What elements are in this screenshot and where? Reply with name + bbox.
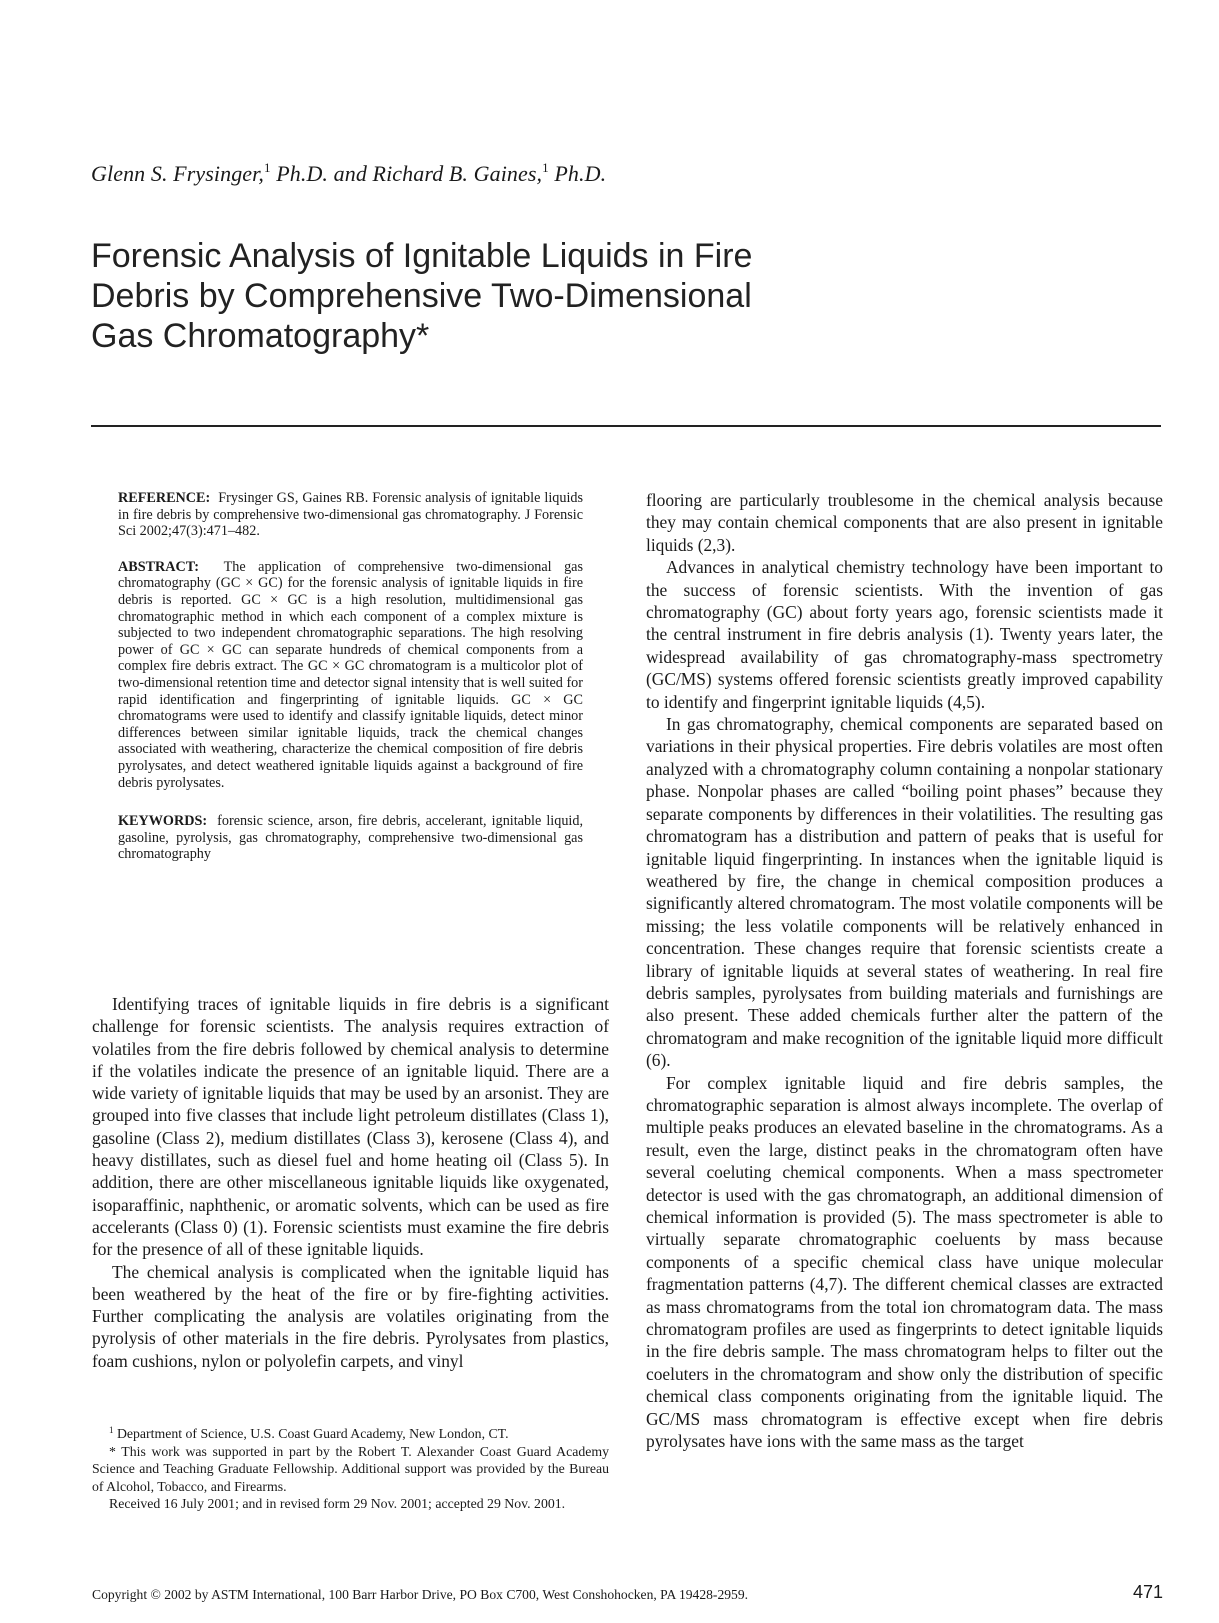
body-paragraph: Identifying traces of ignitable liquids in fire debris is a significant challenge for forensic scientists. The analysis requires extraction of volatiles from the fire debris followed by chemical analysis to determine if the volatiles indicate the presence of an ignitable liquid. There are a wide variety of ignitable liquids that may be used by an arsonist. They are grouped into five classes that include light petroleum distillates (Class 1), gasoline (Class 2), medium distillates (Class 3), kerosene (Class 4), and heavy distillates, such as diesel fuel and home heating oil (Class 5). In addition, there are other miscellaneous ignitable liquids like oxygenated, isoparaffinic, naphthenic, or aromatic solvents, which can be used as fire accelerants (Class 0) (1). Forensic scientists must examine the fire debris for the presence of all of these ignitable liquids.: [92, 994, 609, 1260]
footnote-affiliation-text: Department of Science, U.S. Coast Guard Academy, New London, CT.: [113, 1426, 509, 1441]
footnote-received: Received 16 July 2001; and in revised form 29 Nov. 2001; accepted 29 Nov. 2001.: [109, 1496, 566, 1511]
author-1: Glenn S. Frysinger,: [91, 161, 264, 186]
body-left-column: [92, 993, 609, 1372]
affiliation-mark-2: 1: [542, 160, 549, 175]
reference-paragraph: [118, 490, 583, 540]
author-2-degree: Ph.D.: [548, 161, 607, 186]
keywords-paragraph: [118, 813, 583, 863]
footnote-mark: 1: [109, 1425, 114, 1435]
footnote-affiliation: [92, 1422, 609, 1443]
reference-label: REFERENCE:: [118, 490, 211, 506]
title-line-3: Gas Chromatography*: [91, 317, 430, 355]
keywords-label: KEYWORDS:: [118, 813, 208, 830]
affiliation-mark-1: 1: [264, 160, 271, 175]
abstract-label: ABSTRACT:: [118, 558, 199, 575]
title-line-2: Debris by Comprehensive Two-Dimensional: [91, 277, 752, 315]
abstract-text: The application of comprehensive two-dimensional gas chromatography (GC × GC) for the forensic analysis of ignitable liquids in fire debris is reported. GC × GC is a high resolution, multidimensional gas chromatographic method in which each component of a complex mixture is subjected to two independent chromatographic separations. The high resolving power of GC × GC can separate hundreds of chemical components from a complex fire debris extract. The GC × GC chromatogram is a multicolor plot of two-dimensional retention time and detector signal intensity that is well suited for rapid identification and fingerprinting of ignitable liquids. GC × GC chromatograms were used to identify and classify ignitable liquids, detect minor differences between similar ignitable liquids, track the chemical changes associated with weathering, characterize the chemical composition of fire debris pyrolysates, and detect weathered ignitable liquids against a background of fire debris pyrolysates.: [118, 558, 584, 791]
author-1-degree-and-author-2: Ph.D. and Richard B. Gaines,: [270, 161, 543, 186]
author-line: [91, 160, 606, 187]
footnote-funding: * This work was supported in part by the Robert T. Alexander Coast Guard Academy Science and Teaching Graduate Fellowship. Additional support was provided by the Bureau of Alcohol, Tobacco, and Firearms.: [92, 1443, 609, 1494]
reference-text: Frysinger GS, Gaines RB. Forensic analysis of ignitable liquids in fire debris by comprehensive two-dimensional gas chromatography. J Forensic Sci 2002;47(3):471–482.: [118, 490, 584, 540]
page-number: 471: [1132, 1582, 1163, 1602]
paper-title: [91, 236, 851, 356]
body-paragraph: Advances in analytical chemistry technology have been important to the success of forensic scientists. With the invention of gas chromatography (GC) about forty years ago, forensic scientists made it the central instrument in fire debris analysis (1). Twenty years later, the widespread availability of gas chromatography-mass spectrometry (GC/MS) systems offered forensic scientists greatly improved capability to identify and fingerprint ignitable liquids (4,5).: [646, 557, 1163, 712]
title-divider: [91, 425, 1161, 427]
abstract-block: [118, 490, 583, 882]
copyright-notice: Copyright © 2002 by ASTM International, 100 Barr Harbor Drive, PO Box C700, West Conshohocken, PA 19428-2959.: [92, 1587, 749, 1602]
title-line-1: Forensic Analysis of Ignitable Liquids in Fire: [91, 237, 753, 275]
body-paragraph: The chemical analysis is complicated when the ignitable liquid has been weathered by the heat of the fire or by fire-fighting activities. Further complicating the analysis are volatiles originating from the pyrolysis of other materials in the fire debris. Pyrolysates from plastics, foam cushions, nylon or polyolefin carpets, and vinyl: [92, 1261, 609, 1371]
body-right-column: [646, 489, 1163, 1452]
keywords-text: forensic science, arson, fire debris, accelerant, ignitable liquid, gasoline, pyrolysis, gas chromatography, comprehensive two-dimensional gas chromatography: [118, 813, 583, 863]
abstract-paragraph: [118, 559, 583, 791]
body-paragraph: In gas chromatography, chemical components are separated based on variations in their physical properties. Fire debris volatiles are most often analyzed with a chromatography column containing a nonpolar stationary phase. Nonpolar phases are called “boiling point phases” because they separate components by differences in their volatilities. The resulting gas chromatogram has a distribution and pattern of peaks that is useful for ignitable liquid fingerprinting. In instances when the ignitable liquid is weathered by fire, the change in chemical composition produces a significantly altered chromatogram. The most volatile components will be missing; the less volatile components will be relatively enhanced in concentration. These changes require that forensic scientists create a library of ignitable liquids at several states of weathering. In real fire debris samples, pyrolysates from building materials and furnishings are also present. These added chemicals further alter the pattern of the chromatogram and make recognition of the ignitable liquid more difficult (6).: [646, 714, 1163, 1071]
footnotes: [92, 1422, 609, 1513]
body-paragraph: flooring are particularly troublesome in the chemical analysis because they may contain chemical components that are also present in ignitable liquids (2,3).: [646, 490, 1163, 555]
body-paragraph: For complex ignitable liquid and fire debris samples, the chromatographic separation is almost always incomplete. The overlap of multiple peaks produces an elevated baseline in the chromatograms. As a result, even the large, distinct peaks in the chromatogram often have several coeluting chemical components. When a mass spectrometer detector is used with the gas chromatograph, an additional dimension of chemical information is provided (5). The mass spectrometer is able to virtually separate chromatographic coeluents by mass because components of a specific chemical class have unique molecular fragmentation patterns (4,7). The different chemical classes are extracted as mass chromatograms from the total ion chromatogram data. The mass chromatogram profiles are used as fingerprints to detect ignitable liquids in the fire debris sample. The mass chromatogram helps to filter out the coeluters in the chromatogram and show only the distribution of specific chemical class components originating from the ignitable liquid. The GC/MS mass chromatogram is effective except when fire debris pyrolysates have ions with the same mass as the target: [646, 1072, 1163, 1452]
